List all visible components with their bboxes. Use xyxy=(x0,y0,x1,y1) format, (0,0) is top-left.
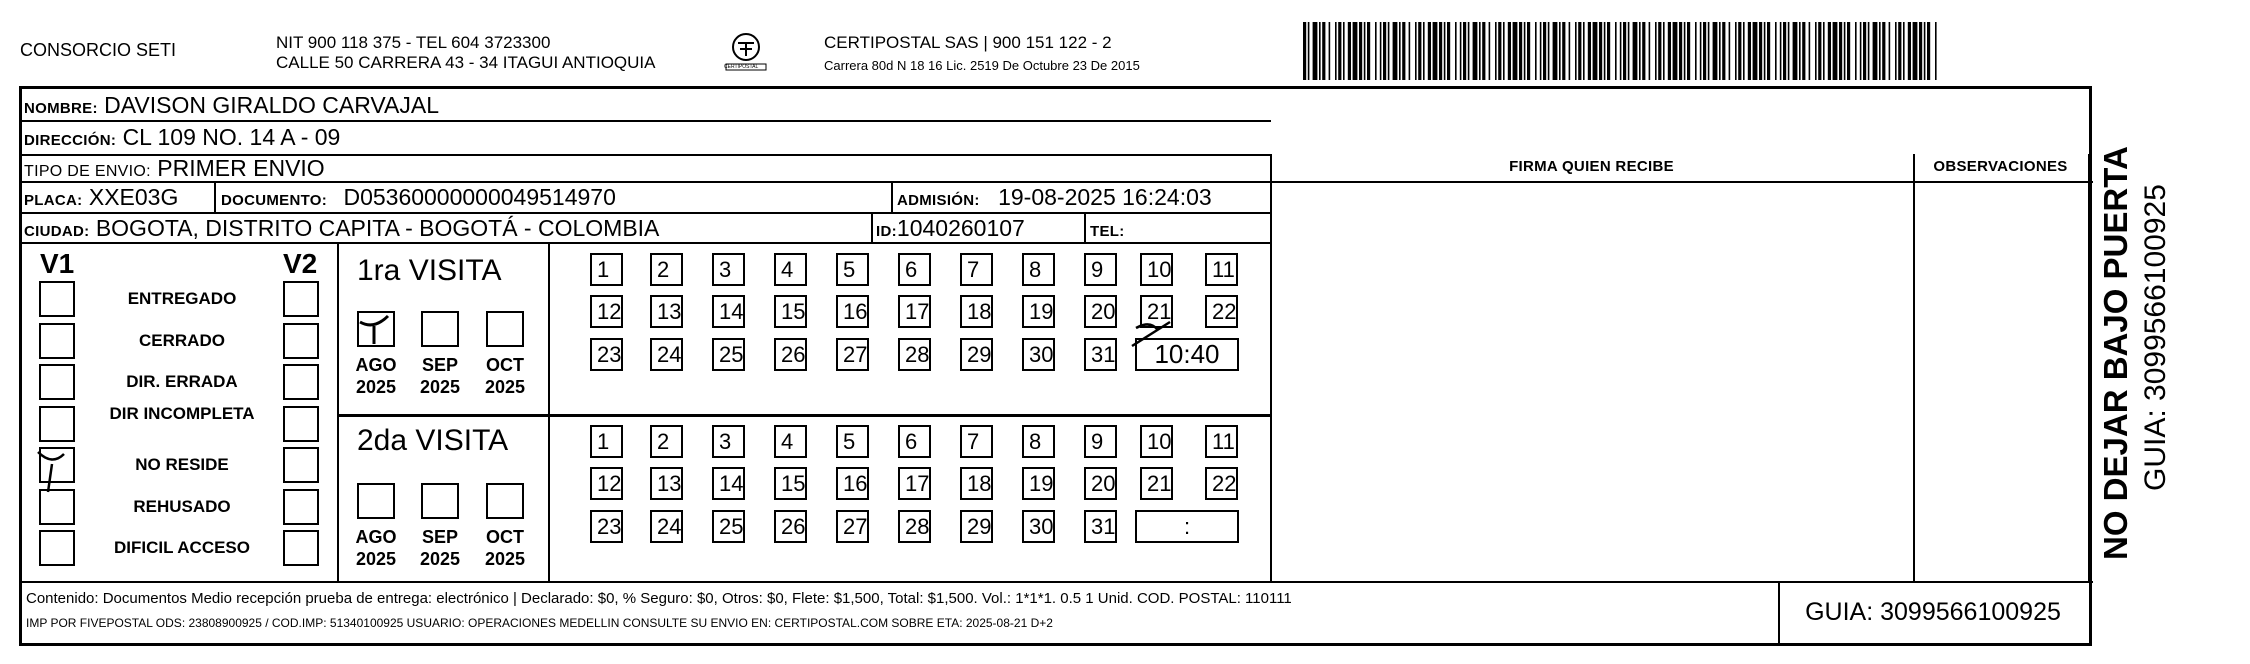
month-label xyxy=(415,354,465,398)
day-box[interactable]: 3 xyxy=(712,425,745,458)
v2-checkbox[interactable] xyxy=(283,489,319,525)
day-box[interactable]: 11 xyxy=(1205,425,1238,458)
day-box[interactable]: 18 xyxy=(960,295,993,328)
day-box[interactable]: 25 xyxy=(712,510,745,543)
day-box[interactable]: 7 xyxy=(960,253,993,286)
month-checkbox-ago[interactable] xyxy=(357,483,395,519)
v2-checkbox[interactable] xyxy=(283,281,319,317)
day-box[interactable]: 30 xyxy=(1022,510,1055,543)
day-box[interactable]: 25 xyxy=(712,338,745,371)
month-name: OCT xyxy=(486,527,524,547)
v1-checkbox[interactable] xyxy=(39,530,75,566)
day-box[interactable]: 14 xyxy=(712,467,745,500)
day-box[interactable]: 10 xyxy=(1140,253,1173,286)
month-year: 2025 xyxy=(484,549,526,569)
license-line: Carrera 80d N 18 16 Lic. 2519 De Octubre 23 De 2015 xyxy=(824,58,1140,73)
month-checkbox-oct[interactable] xyxy=(486,311,524,347)
logo-text: CERTIPOSTAL xyxy=(724,64,759,70)
direccion-label: DIRECCIÓN: xyxy=(24,132,117,149)
v2-checkbox[interactable] xyxy=(283,364,319,400)
day-box[interactable]: 10 xyxy=(1140,425,1173,458)
divider xyxy=(891,181,893,212)
nombre-row xyxy=(24,92,439,122)
status-label: DIR INCOMPLETA xyxy=(109,404,255,423)
day-box[interactable]: 3 xyxy=(712,253,745,286)
placa-row xyxy=(24,184,178,214)
day-box[interactable]: 1 xyxy=(590,253,623,286)
v2-checkbox[interactable] xyxy=(283,530,319,566)
month-name: OCT xyxy=(486,355,524,375)
day-box[interactable]: 30 xyxy=(1022,338,1055,371)
company-name: CONSORCIO SETI xyxy=(20,40,177,60)
admision-value: 19-08-2025 16:24:03 xyxy=(998,184,1212,210)
month-name: AGO xyxy=(355,355,397,375)
day-box[interactable]: 4 xyxy=(774,425,807,458)
v1-checkbox[interactable] xyxy=(39,281,75,317)
status-label: DIR. ERRADA xyxy=(126,372,238,391)
month-name: AGO xyxy=(355,527,397,547)
imp-line: IMP POR FIVEPOSTAL ODS: 23808900925 / COD.IMP: 51340100925 USUARIO: OPERACIONES MEDELLIN CONSULTE SU ENVIO EN: CERTIPOSTAL.COM SOBRE ETA: 2025-08-21 D+2 xyxy=(26,616,1053,630)
v2-checkbox[interactable] xyxy=(283,323,319,359)
status-label: ENTREGADO xyxy=(127,289,237,308)
day-box[interactable]: 28 xyxy=(898,338,931,371)
time-box[interactable]: : xyxy=(1135,510,1239,543)
day-box[interactable]: 31 xyxy=(1084,510,1117,543)
tel-label: TEL: xyxy=(1090,223,1125,240)
direccion-value: CL 109 NO. 14 A - 09 xyxy=(122,124,341,150)
day-box[interactable]: 7 xyxy=(960,425,993,458)
day-box[interactable]: 21 xyxy=(1140,467,1173,500)
month-checkbox-oct[interactable] xyxy=(486,483,524,519)
day-box[interactable]: 27 xyxy=(836,510,869,543)
nit-line: NIT 900 118 375 - TEL 604 3723300 xyxy=(276,33,551,52)
divider xyxy=(1084,212,1086,242)
day-box[interactable]: 13 xyxy=(650,467,683,500)
divider xyxy=(871,212,873,242)
day-box[interactable]: 11 xyxy=(1205,253,1238,286)
nombre-value: DAVISON GIRALDO CARVAJAL xyxy=(104,92,440,118)
visit1-title: 1ra VISITA xyxy=(357,254,502,287)
day-box[interactable]: 24 xyxy=(650,338,683,371)
day-box[interactable]: 12 xyxy=(590,467,623,500)
guia-box: GUIA: 3099566100925 xyxy=(1805,598,2061,626)
day-box[interactable]: 19 xyxy=(1022,467,1055,500)
month-name: SEP xyxy=(421,527,459,547)
ciudad-label: CIUDAD: xyxy=(24,223,90,240)
day-box[interactable]: 20 xyxy=(1084,295,1117,328)
day-box[interactable]: 27 xyxy=(836,338,869,371)
placa-label: PLACA: xyxy=(24,192,83,209)
tipo-row xyxy=(24,155,325,185)
status-label: DIFICIL ACCESO xyxy=(113,538,250,557)
month-label xyxy=(415,526,465,570)
day-box[interactable]: 17 xyxy=(898,295,931,328)
month-checkbox-sep[interactable] xyxy=(421,311,459,347)
day-box[interactable]: 23 xyxy=(590,510,623,543)
day-box[interactable]: 12 xyxy=(590,295,623,328)
divider xyxy=(214,181,216,212)
day-box[interactable]: 26 xyxy=(774,510,807,543)
id-value: 1040260107 xyxy=(896,215,1025,241)
day-box[interactable]: 5 xyxy=(836,253,869,286)
day-box[interactable]: 19 xyxy=(1022,295,1055,328)
day-box[interactable]: 2 xyxy=(650,425,683,458)
day-box[interactable]: 6 xyxy=(898,253,931,286)
day-box[interactable]: 1 xyxy=(590,425,623,458)
month-label xyxy=(480,526,530,570)
side-warning: NO DEJAR BAJO PUERTA xyxy=(2097,146,2134,560)
day-box[interactable]: 22 xyxy=(1205,295,1238,328)
side-guia: GUIA: 3099566100925 xyxy=(2139,184,2172,491)
documento-value: D05360000000049514970 xyxy=(343,184,616,210)
day-box[interactable]: 23 xyxy=(590,338,623,371)
ciudad-row xyxy=(24,215,659,245)
divider xyxy=(337,242,339,581)
certipostal-line: CERTIPOSTAL SAS | 900 151 122 - 2 xyxy=(824,33,1112,52)
v1-header: V1 xyxy=(40,248,75,279)
v1-checkbox[interactable] xyxy=(39,323,75,359)
month-year: 2025 xyxy=(355,549,397,569)
documento-row xyxy=(221,184,616,214)
v1-checkbox[interactable] xyxy=(39,364,75,400)
day-box[interactable]: 2 xyxy=(650,253,683,286)
month-label xyxy=(351,354,401,398)
admision-label: ADMISIÓN: xyxy=(897,192,980,209)
day-box[interactable]: 8 xyxy=(1022,253,1055,286)
day-box[interactable]: 29 xyxy=(960,338,993,371)
v1-checkbox[interactable] xyxy=(39,406,75,442)
day-box[interactable]: 13 xyxy=(650,295,683,328)
month-year: 2025 xyxy=(419,549,461,569)
status-label: REHUSADO xyxy=(133,497,231,516)
handwritten-check-no-reside xyxy=(30,444,76,496)
day-box[interactable]: 24 xyxy=(650,510,683,543)
day-box[interactable]: 4 xyxy=(774,253,807,286)
day-box[interactable]: 9 xyxy=(1084,425,1117,458)
firma-header: FIRMA QUIEN RECIBE xyxy=(1509,158,1674,175)
day-box[interactable]: 29 xyxy=(960,510,993,543)
contenido-line: Contenido: Documentos Medio recepción prueba de entrega: electrónico | Declarado: $0, % Seguro: $0, Otros: $0, Flete: $1,500, Total: $1,500. Vol.: 1*1*1. 0.5 1 Unid. COD. POSTAL: 110111 xyxy=(26,590,1292,607)
visit2-title: 2da VISITA xyxy=(357,424,509,457)
day-box[interactable]: 28 xyxy=(898,510,931,543)
day-box[interactable]: 26 xyxy=(774,338,807,371)
documento-label: DOCUMENTO: xyxy=(221,192,328,209)
observaciones-header: OBSERVACIONES xyxy=(1933,158,2068,175)
month-name: SEP xyxy=(421,355,459,375)
day-box[interactable]: 6 xyxy=(898,425,931,458)
day-box[interactable]: 18 xyxy=(960,467,993,500)
divider xyxy=(1913,154,1915,582)
month-label xyxy=(480,354,530,398)
day-box[interactable]: 22 xyxy=(1205,467,1238,500)
handwritten-check-ago xyxy=(356,312,396,346)
v2-header: V2 xyxy=(283,248,318,279)
month-checkbox-sep[interactable] xyxy=(421,483,459,519)
day-box[interactable]: 9 xyxy=(1084,253,1117,286)
id-label: ID: xyxy=(876,223,897,240)
day-box[interactable]: 31 xyxy=(1084,338,1117,371)
placa-value: XXE03G xyxy=(88,184,179,210)
day-box[interactable]: 20 xyxy=(1084,467,1117,500)
v2-checkbox[interactable] xyxy=(283,447,319,483)
v2-checkbox[interactable] xyxy=(283,406,319,442)
nombre-label: NOMBRE: xyxy=(24,100,98,117)
day-box[interactable]: 21 xyxy=(1140,295,1173,328)
ciudad-value: BOGOTA, DISTRITO CAPITA - BOGOTÁ - COLOMBIA xyxy=(95,215,660,241)
month-label xyxy=(351,526,401,570)
month-year: 2025 xyxy=(484,377,526,397)
month-year: 2025 xyxy=(419,377,461,397)
day-box[interactable]: 15 xyxy=(774,295,807,328)
direccion-row xyxy=(24,124,340,154)
tipo-label: TIPO DE ENVIO: xyxy=(24,163,151,180)
tel-row xyxy=(1090,215,1125,245)
day-box[interactable]: 14 xyxy=(712,295,745,328)
day-box[interactable]: 15 xyxy=(774,467,807,500)
id-row xyxy=(876,215,1025,245)
divider xyxy=(548,242,550,581)
status-label: CERRADO xyxy=(139,331,225,350)
divider xyxy=(337,414,1271,417)
day-box[interactable]: 17 xyxy=(898,467,931,500)
address-line: CALLE 50 CARRERA 43 - 34 ITAGUI ANTIOQUIA xyxy=(276,53,656,72)
time-box[interactable]: 10:40 xyxy=(1135,338,1239,371)
divider xyxy=(2088,154,2090,582)
barcode xyxy=(1303,22,1939,80)
day-box[interactable]: 8 xyxy=(1022,425,1055,458)
divider xyxy=(1270,154,1272,582)
handwritten-strike-21 xyxy=(1128,316,1176,352)
status-label: NO RESIDE xyxy=(135,455,229,474)
day-box[interactable]: 16 xyxy=(836,295,869,328)
day-box[interactable]: 5 xyxy=(836,425,869,458)
divider xyxy=(20,181,2093,183)
admision-row xyxy=(897,184,1212,214)
day-box[interactable]: 16 xyxy=(836,467,869,500)
month-year: 2025 xyxy=(355,377,397,397)
tipo-value: PRIMER ENVIO xyxy=(157,155,325,181)
